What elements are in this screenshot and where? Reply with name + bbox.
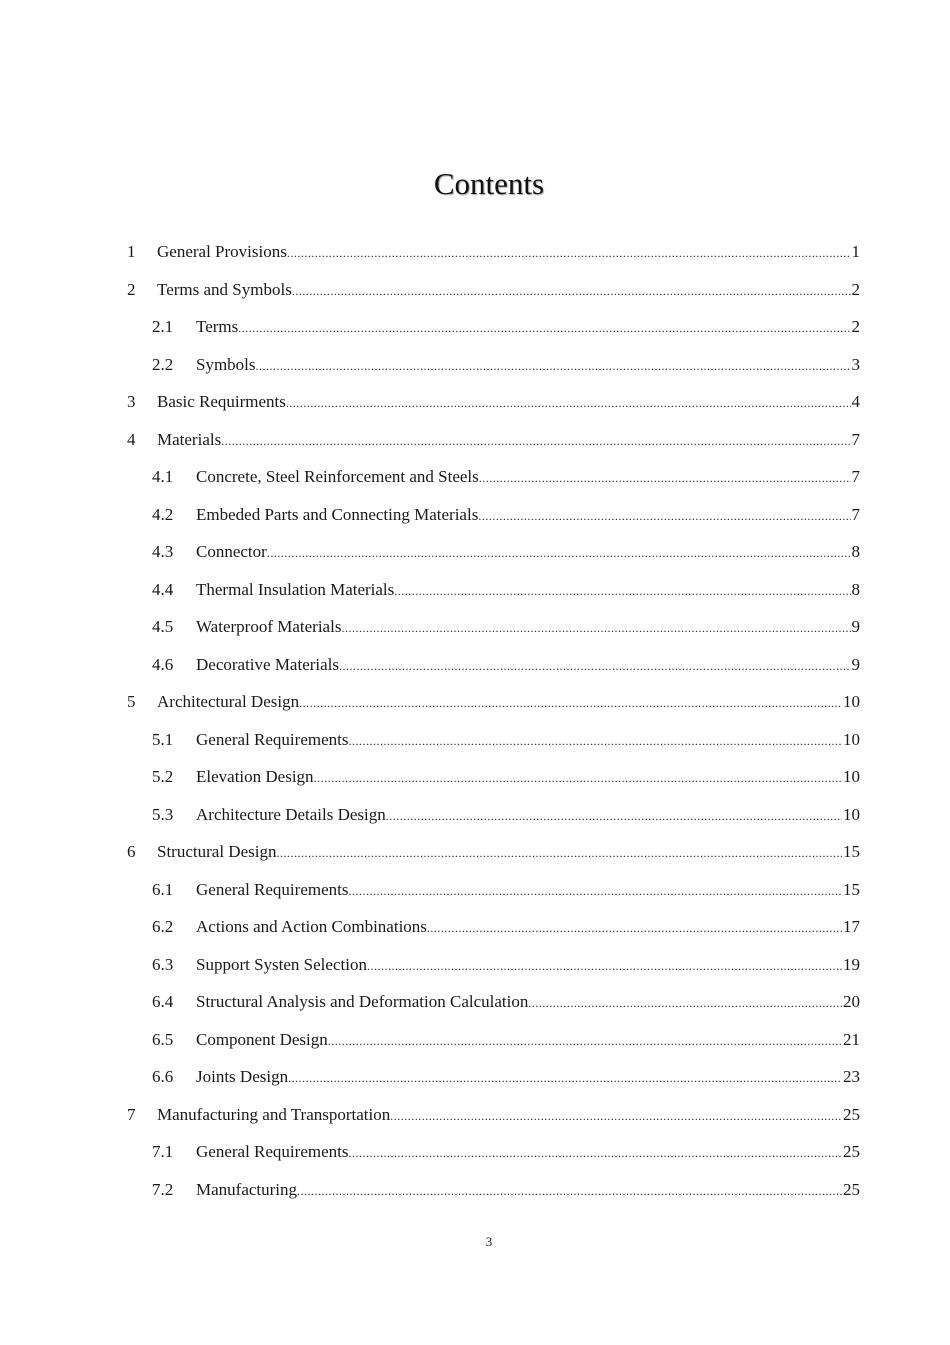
- dot-leader: [478, 498, 850, 536]
- dot-leader: [348, 1135, 842, 1173]
- dot-leader: [341, 610, 850, 648]
- toc-entry-page: 7: [851, 467, 860, 486]
- toc-entry-page: 10: [843, 692, 860, 711]
- toc-entry-line: [196, 1133, 860, 1173]
- toc-entry-label: Support Systen Selection: [196, 954, 367, 974]
- toc-entry-number: 1: [127, 242, 136, 261]
- toc-entry-page: 25: [843, 1142, 860, 1161]
- toc-entry[interactable]: [0, 796, 950, 834]
- toc-entry-label: Architectural Design: [157, 692, 300, 711]
- dot-leader: [221, 423, 850, 461]
- toc-entry[interactable]: [0, 496, 950, 534]
- toc-entry[interactable]: [0, 571, 950, 609]
- toc-entry[interactable]: [0, 833, 950, 871]
- dot-leader: [339, 648, 850, 686]
- toc-entry-line: [196, 571, 860, 611]
- dot-leader: [314, 760, 842, 798]
- toc-entry-page: 9: [851, 617, 860, 636]
- toc-entry[interactable]: [0, 608, 950, 646]
- toc-entry-number: 4.3: [152, 542, 174, 561]
- toc-entry[interactable]: [0, 421, 950, 459]
- toc-entry-label: Concrete, Steel Reinforcement and Steels: [196, 467, 479, 486]
- toc-entry-label: Basic Requirments: [157, 392, 286, 411]
- toc-entry-line: [196, 721, 860, 761]
- toc-entry-label: Connector: [196, 542, 267, 561]
- toc-entry-label: General Requirements: [196, 729, 349, 749]
- toc-entry[interactable]: [0, 1133, 950, 1171]
- toc-entry-page: 3: [851, 354, 860, 374]
- toc-entry-label: Structural Analysis and Deformation Calculation: [196, 992, 529, 1011]
- toc-entry-line: [196, 946, 860, 986]
- dot-leader: [367, 948, 842, 986]
- toc-entry-page: 2: [851, 279, 860, 299]
- toc-entry-page: 10: [843, 804, 860, 824]
- toc-entry-line: [196, 458, 860, 498]
- toc-entry-line: [196, 758, 860, 798]
- toc-entry-page: 7: [851, 429, 860, 449]
- toc-entry-label: Materials: [157, 429, 222, 449]
- toc-entry-number: 4.6: [152, 654, 174, 674]
- toc-entry-line: [196, 1171, 860, 1211]
- toc-entry-page: 8: [851, 542, 860, 561]
- toc-entry-line: [196, 983, 860, 1023]
- dot-leader: [394, 573, 850, 611]
- toc-entry-label: Elevation Design: [196, 767, 314, 786]
- toc-entry-label: Manufacturing and Transportation: [157, 1104, 391, 1124]
- toc-entry[interactable]: [0, 871, 950, 909]
- toc-entry-page: 23: [843, 1067, 860, 1086]
- toc-entry[interactable]: [0, 946, 950, 984]
- toc-entry-line: [196, 871, 860, 911]
- toc-entry-number: 4.5: [152, 617, 174, 636]
- toc-entry-number: 4.2: [152, 504, 174, 524]
- toc-entry[interactable]: [0, 308, 950, 346]
- toc-entry-page: 21: [843, 1029, 860, 1049]
- toc-entry-line: [196, 308, 860, 348]
- toc-entry-line: [196, 908, 860, 948]
- dot-leader: [390, 1098, 842, 1136]
- toc-entry-number: 3: [127, 392, 136, 411]
- toc-entry-label: Structural Design: [157, 842, 277, 861]
- toc-entry-label: Actions and Action Combinations: [196, 917, 427, 936]
- toc-entry-line: [196, 533, 860, 573]
- toc-entry-label: Manufacturing: [196, 1179, 298, 1199]
- dot-leader: [292, 273, 851, 311]
- toc-entry-number: 4.1: [152, 467, 174, 486]
- toc-entry[interactable]: [0, 758, 950, 796]
- toc-entry-page: 1: [851, 242, 860, 261]
- toc-entry-number: 6.1: [152, 879, 174, 899]
- dot-leader: [288, 1060, 842, 1098]
- toc-entry[interactable]: [0, 1058, 950, 1096]
- toc-entry-page: 20: [843, 992, 860, 1011]
- toc-entry-number: 7.2: [152, 1179, 174, 1199]
- dot-leader: [299, 685, 842, 723]
- toc-entry-number: 7.1: [152, 1142, 174, 1161]
- toc-entry-number: 5: [127, 692, 136, 711]
- dot-leader: [256, 348, 851, 386]
- toc-entry-label: Thermal Insulation Materials: [196, 579, 395, 599]
- toc-entry-number: 6.4: [152, 992, 174, 1011]
- dot-leader: [267, 535, 851, 573]
- table-of-contents: [0, 233, 950, 1208]
- toc-entry-label: Terms and Symbols: [157, 279, 292, 299]
- toc-entry-page: 10: [843, 767, 860, 786]
- toc-entry[interactable]: [0, 721, 950, 759]
- toc-entry-line: [196, 1021, 860, 1061]
- toc-entry-line: [196, 346, 860, 386]
- toc-entry-line: [196, 1058, 860, 1098]
- toc-entry-page: 25: [843, 1104, 860, 1124]
- toc-entry-line: [196, 646, 860, 686]
- toc-entry-page: 17: [843, 917, 860, 936]
- toc-entry[interactable]: [0, 683, 950, 721]
- dot-leader: [297, 1173, 842, 1211]
- toc-entry-line: [196, 608, 860, 648]
- toc-entry[interactable]: [0, 1171, 950, 1209]
- toc-entry-page: 25: [843, 1179, 860, 1199]
- toc-entry-line: [157, 383, 860, 423]
- toc-entry-label: Embeded Parts and Connecting Materials: [196, 504, 479, 524]
- toc-entry[interactable]: [0, 346, 950, 384]
- toc-entry[interactable]: [0, 646, 950, 684]
- toc-entry-page: 15: [843, 842, 860, 861]
- toc-entry[interactable]: [0, 533, 950, 571]
- dot-leader: [427, 910, 842, 948]
- toc-entry-line: [196, 796, 860, 836]
- toc-entry-number: 4: [127, 429, 136, 449]
- toc-entry-page: 10: [843, 729, 860, 749]
- toc-entry-page: 9: [851, 654, 860, 674]
- toc-entry-number: 2: [127, 279, 136, 299]
- toc-entry-number: 2.1: [152, 317, 174, 336]
- toc-entry-page: 8: [851, 579, 860, 599]
- dot-leader: [328, 1023, 842, 1061]
- toc-entry-line: [196, 496, 860, 536]
- dot-leader: [238, 310, 850, 348]
- toc-entry-label: Terms: [196, 317, 239, 336]
- toc-entry-number: 2.2: [152, 354, 174, 374]
- toc-entry[interactable]: [0, 271, 950, 309]
- toc-entry-number: 6.6: [152, 1067, 174, 1086]
- toc-entry[interactable]: [0, 458, 950, 496]
- toc-entry[interactable]: [0, 1021, 950, 1059]
- toc-entry[interactable]: [0, 983, 950, 1021]
- toc-entry-number: 5.3: [152, 804, 174, 824]
- toc-entry-page: 2: [851, 317, 860, 336]
- dot-leader: [479, 460, 851, 498]
- dot-leader: [276, 835, 842, 873]
- toc-entry-label: General Requirements: [196, 879, 349, 899]
- toc-entry-label: General Provisions: [157, 242, 287, 261]
- toc-entry-line: [157, 683, 860, 723]
- toc-entry-line: [157, 833, 860, 873]
- toc-entry-page: 4: [851, 392, 860, 411]
- toc-entry-number: 6.2: [152, 917, 174, 936]
- toc-entry-number: 5.1: [152, 729, 174, 749]
- toc-entry-line: [157, 271, 860, 311]
- toc-entry-line: [157, 1096, 860, 1136]
- dot-leader: [528, 985, 842, 1023]
- toc-entry-number: 4.4: [152, 579, 174, 599]
- toc-entry-label: General Requirements: [196, 1142, 349, 1161]
- toc-entry-label: Symbols: [196, 354, 256, 374]
- page-number: 3: [485, 1234, 493, 1249]
- toc-entry-page: 7: [851, 504, 860, 524]
- dot-leader: [386, 798, 842, 836]
- toc-entry[interactable]: [0, 1096, 950, 1134]
- toc-entry-page: 19: [843, 954, 860, 974]
- dot-leader: [348, 873, 842, 911]
- toc-entry-label: Architecture Details Design: [196, 804, 386, 824]
- toc-entry-page: 15: [843, 879, 860, 899]
- dot-leader: [286, 385, 851, 423]
- dot-leader: [348, 723, 842, 761]
- toc-entry-number: 5.2: [152, 767, 174, 786]
- toc-entry[interactable]: [0, 908, 950, 946]
- toc-entry[interactable]: [0, 383, 950, 421]
- toc-entry-number: 6.3: [152, 954, 174, 974]
- toc-entry-label: Joints Design: [196, 1067, 289, 1086]
- page-title: Contents: [433, 166, 545, 201]
- toc-entry[interactable]: [0, 233, 950, 271]
- toc-entry-line: [157, 421, 860, 461]
- toc-entry-number: 6: [127, 842, 136, 861]
- toc-entry-label: Waterproof Materials: [196, 617, 342, 636]
- toc-entry-number: 7: [127, 1104, 136, 1124]
- toc-entry-label: Decorative Materials: [196, 654, 340, 674]
- toc-entry-line: [157, 233, 860, 273]
- toc-entry-number: 6.5: [152, 1029, 174, 1049]
- toc-entry-label: Component Design: [196, 1029, 328, 1049]
- dot-leader: [287, 235, 851, 273]
